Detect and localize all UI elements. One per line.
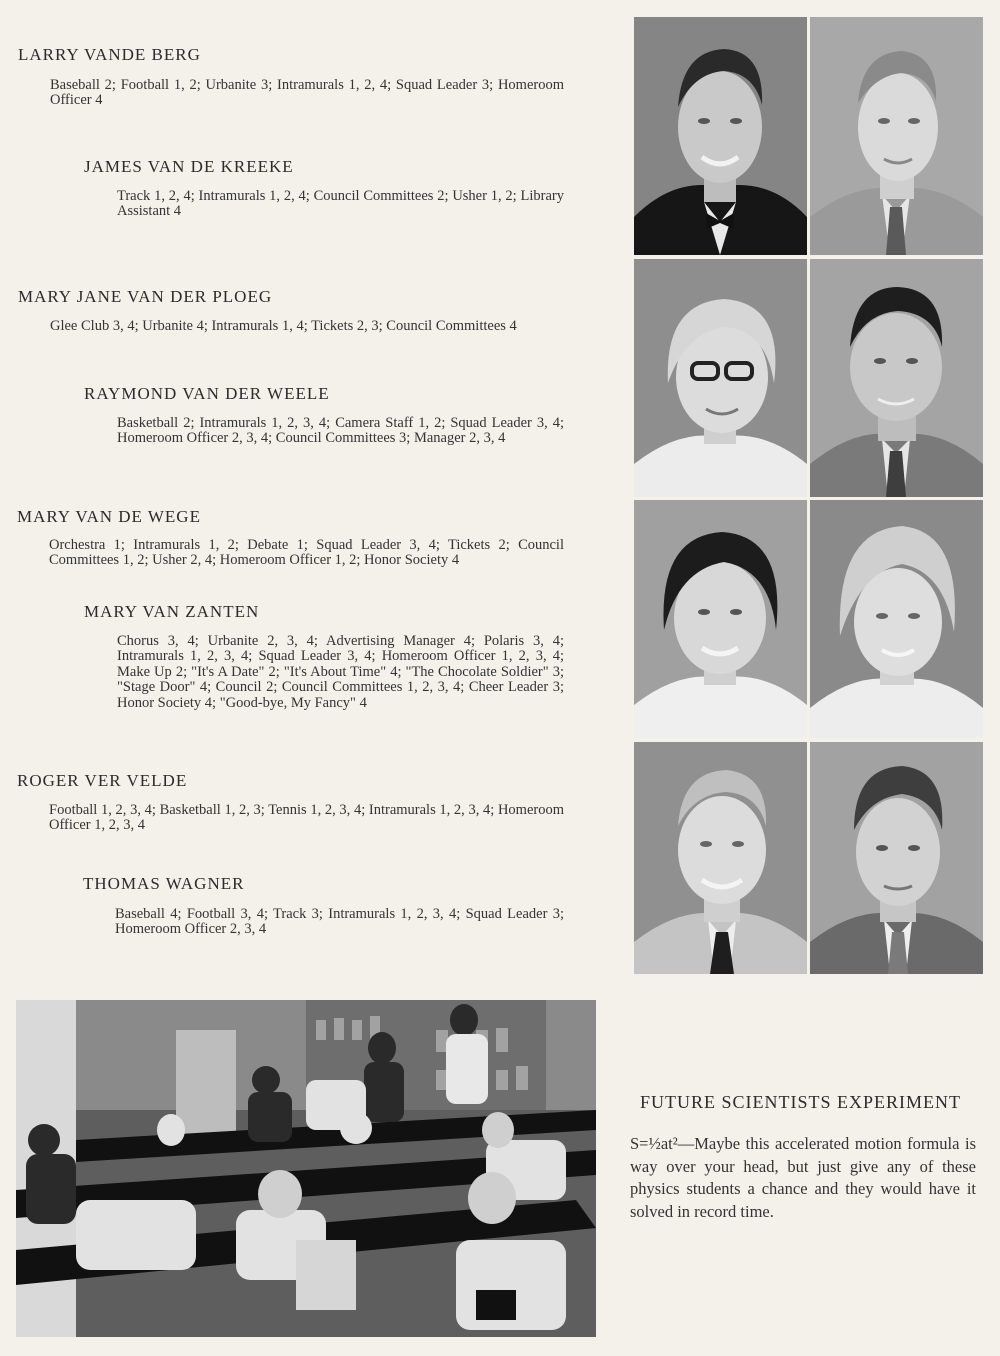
senior-name-thomas-wagner: THOMAS WAGNER <box>83 874 245 893</box>
senior-name-larry-vande-berg: LARRY VANDE BERG <box>18 45 201 64</box>
senior-name-roger-ver-velde: ROGER VER VELDE <box>17 771 188 790</box>
portrait-roger-ver-velde <box>634 742 807 980</box>
senior-name-james-van-de-kreeke: JAMES VAN DE KREEKE <box>84 157 294 176</box>
senior-activities-thomas-wagner: Baseball 4; Football 3, 4; Track 3; Intramurals 1, 2, 3, 4; Squad Leader 3; Homeroom Officer 2, 3, 4 <box>115 906 564 938</box>
senior-activities-larry-vande-berg: Baseball 2; Football 1, 2; Urbanite 3; Intramurals 1, 2, 4; Squad Leader 3; Homeroom Officer 4 <box>50 77 564 109</box>
caption-text: S=½at²—Maybe this accelerated motion formula is way over your head, but just give any of these physics students a chance and they would have it solved in record time. <box>630 1134 976 1221</box>
senior-name-mary-van-de-wege: MARY VAN DE WEGE <box>17 507 201 526</box>
senior-activities-roger-ver-velde: Football 1, 2, 3, 4; Basketball 1, 2, 3; Tennis 1, 2, 3, 4; Intramurals 1, 2, 3, 4; Homeroom Officer 1, 2, 3, 4 <box>49 802 564 834</box>
senior-activities-mary-van-zanten: Chorus 3, 4; Urbanite 2, 3, 4; Advertising Manager 4; Polaris 3, 4; Intramurals 1, 2, 3, 4; Squad Leader 3, 4; Homeroom Officer 1, 2, 3, 4; Make Up 2; "It's A Date" 2; "It's About Time" 4; "The Chocolate Soldier" 3; "Stage Door" 4; Council 2; Council Committees 1, 2, 3, 4; Cheer Leader 3; Honor Society 4; "Good-bye, My Fancy" 4 <box>117 633 564 711</box>
senior-name-mary-jane-van-der-ploeg: MARY JANE VAN DER PLOEG <box>18 287 273 306</box>
portrait-mary-jane-van-der-ploeg <box>634 259 807 497</box>
portrait-mary-van-zanten <box>810 500 983 738</box>
senior-name-raymond-van-der-weele: RAYMOND VAN DER WEELE <box>84 384 330 403</box>
portrait-james-van-de-kreeke <box>810 17 983 255</box>
caption-title: FUTURE SCIENTISTS EXPERIMENT <box>640 1092 962 1112</box>
portrait-larry-vande-berg <box>634 17 807 255</box>
senior-name-mary-van-zanten: MARY VAN ZANTEN <box>84 602 260 621</box>
portrait-mary-van-de-wege <box>634 500 807 738</box>
senior-activities-james-van-de-kreeke: Track 1, 2, 4; Intramurals 1, 2, 4; Council Committees 2; Usher 1, 2; Library Assistant 4 <box>117 188 564 220</box>
senior-activities-raymond-van-der-weele: Basketball 2; Intramurals 1, 2, 3, 4; Camera Staff 1, 2; Squad Leader 3, 4; Homeroom Officer 2, 3, 4; Council Committees 3; Manager 2, 3, 4 <box>117 415 564 447</box>
senior-activities-mary-van-de-wege: Orchestra 1; Intramurals 1, 2; Debate 1; Squad Leader 3, 4; Tickets 2; Council Committees 1, 2; Usher 2, 4; Homeroom Officer 1, 2; Honor Society 4 <box>49 537 564 569</box>
senior-activities-mary-jane-van-der-ploeg: Glee Club 3, 4; Urbanite 4; Intramurals 1, 4; Tickets 2, 3; Council Committees 4 <box>50 318 517 334</box>
portrait-thomas-wagner <box>810 742 983 974</box>
portrait-raymond-van-der-weele <box>810 259 983 497</box>
physics-lab-group-photo <box>16 1000 596 1337</box>
